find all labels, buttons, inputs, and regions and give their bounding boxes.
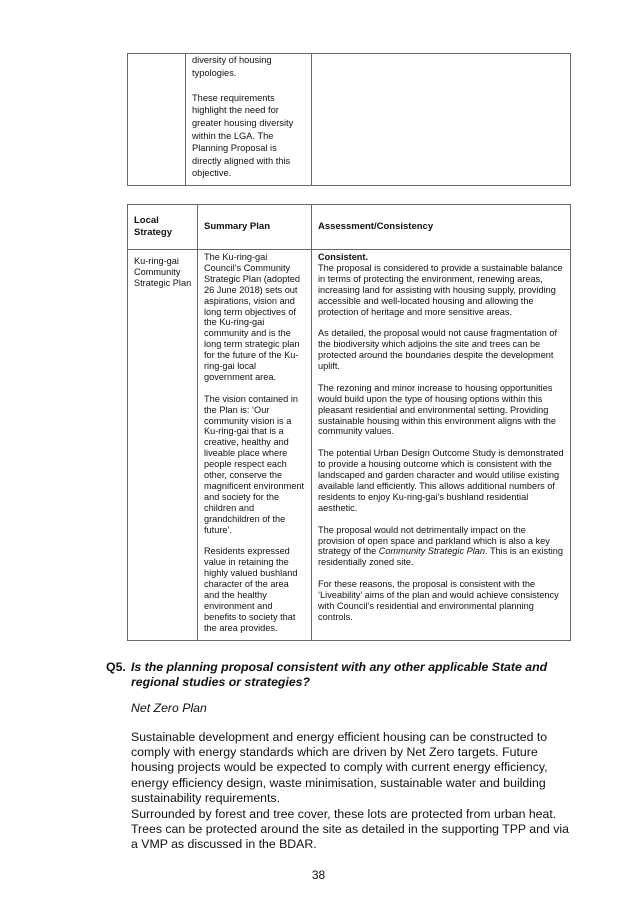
- strategy-name: Ku-ring-gai Community Strategic Plan: [128, 250, 198, 641]
- table-row: [128, 54, 571, 186]
- table-cell-empty: [128, 54, 186, 186]
- paragraph: For these reasons, the proposal is consistent with the ‘Liveability’ aims of the plan and would achieve consistency with Council’s residential and environmental planning controls.: [318, 579, 559, 622]
- paragraph: These requirements highlight the need for greater housing diversity within the LGA. The Planning Proposal is directly aligned with this objective.: [192, 92, 294, 179]
- header-local-strategy: Local Strategy: [128, 205, 198, 250]
- header-assessment: Assessment/Consistency: [312, 205, 571, 250]
- paragraph: Residents expressed value in retaining the highly valued bushland character of the area and the healthy environment and benefits to society that the area provides.: [204, 546, 298, 633]
- paragraph: The Ku-ring-gai Council’s Community Strategic Plan (adopted 26 June 2018) sets out aspirations, vision and long term objectives of the Ku-ring-gai community and is the long term strategic plan for the future of the Ku-ring-gai local government area.: [204, 252, 301, 382]
- assessment-heading: Consistent.: [318, 252, 369, 262]
- paragraph: The rezoning and minor increase to housing opportunities would build upon the type of housing options within this pleasant residential and environmental setting. Providing sustainable housing within this environment aligns with the community values.: [318, 382, 556, 437]
- page-number: 38: [311, 868, 326, 882]
- paragraph: diversity of housing typologies.: [192, 55, 272, 78]
- continuation-table: [127, 53, 571, 186]
- question-number: Q5.: [106, 660, 126, 674]
- table-row: [128, 250, 571, 641]
- paragraph: As detailed, the proposal would not cause fragmentation of the biodiversity which adjoins the site and trees can be protected around the boundaries despite the development uplift.: [318, 328, 558, 372]
- table-cell-empty: [312, 54, 571, 186]
- section-subheading: Net Zero Plan: [131, 701, 207, 715]
- paragraph: The potential Urban Design Outcome Study is demonstrated to provide a housing outcome which is consistent with the landscaped and garden character and would utilise existing available land efficiently. This allows additional numbers of residents to enjoy Ku-ring-gai’s bushland residential aesthetic.: [318, 448, 564, 513]
- table-header-row: [128, 205, 571, 250]
- question-heading: [106, 660, 576, 690]
- body-paragraph: Surrounded by forest and tree cover, these lots are protected from urban heat. Trees can be protected around the site as detailed in the supporting TPP and via a VMP as discussed in the BDAR.: [131, 807, 569, 852]
- question-text: Is the planning proposal consistent with any other applicable State and regional studies or strategies?: [131, 660, 548, 690]
- body-paragraph: Sustainable development and energy efficient housing can be constructed to comply with energy standards which are driven by Net Zero targets. Future housing projects would be expected to comply with current energy efficiency, energy efficiency design, waste minimisation, sustainable water and building sustainability requirements.: [131, 730, 548, 805]
- paragraph: The proposal is considered to provide a sustainable balance in terms of protecting the environment, renewing areas, increasing land for assisting with housing supply, providing accessible and well-located housing and allowing the protection of heritage and more sensitive areas.: [318, 262, 563, 317]
- assessment-cell: [312, 250, 571, 641]
- italic-plan-name: Community Strategic Plan: [378, 546, 485, 557]
- paragraph: The vision contained in the Plan is: ‘Our community vision is a Ku-ring-gai that is a creative, healthy and liveable place where people respect each other, conserve the magnificent environment and society for the children and grandchildren of the future’.: [204, 393, 305, 535]
- header-summary-plan: Summary Plan: [198, 205, 312, 250]
- paragraph: The proposal would not detrimentally impact on the provision of open space and parkland which is also a key strategy of the Community Strategic Plan. This is an existing residentially zoned site.: [318, 524, 563, 568]
- local-strategy-table: [127, 204, 571, 641]
- table-cell-summary: [186, 54, 312, 186]
- summary-cell: [198, 250, 312, 641]
